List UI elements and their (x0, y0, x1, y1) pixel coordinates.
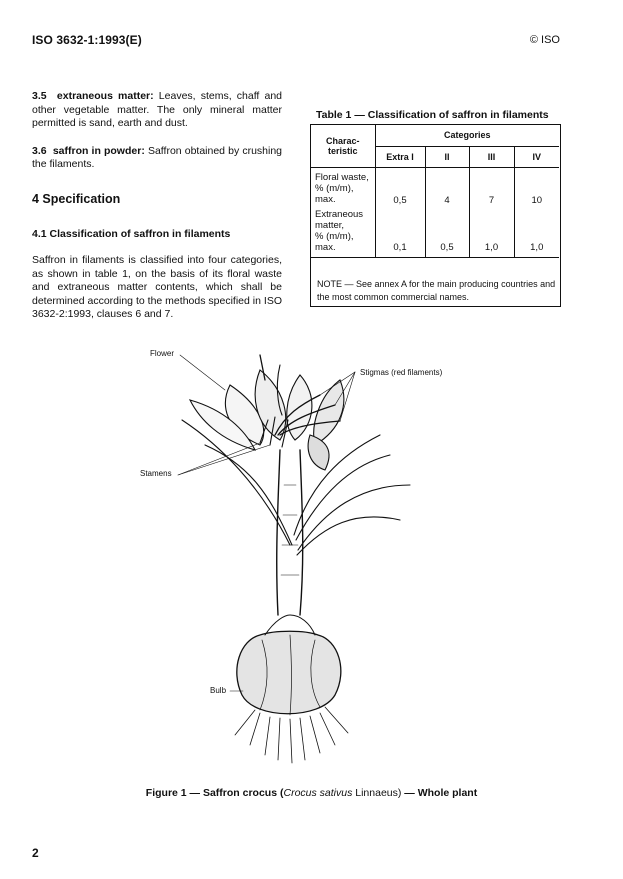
label-line: % (m/m), (315, 230, 354, 242)
label-line: max. (315, 193, 336, 205)
definition-text: Saffron obtained by crushing the filaments. (32, 144, 283, 170)
header-line: Charac- (325, 135, 360, 146)
definition-text: Leaves, stems, chaff and other vegetable matter. The only mineral matter permitted is sand, earth and dust. (32, 90, 283, 129)
section-paragraph (32, 254, 282, 322)
label-stigmas: Stigmas (red filaments) (360, 368, 443, 377)
label-line: max. (315, 241, 336, 253)
caption-prefix: Figure 1 — Saffron crocus ( (145, 787, 284, 799)
header-line: teristic (327, 145, 358, 156)
table-cell: 0,1 (375, 207, 425, 258)
characteristic-header (311, 125, 375, 167)
label-line: % (m/m), (315, 182, 354, 194)
definition-term: extraneous matter: (56, 90, 154, 102)
column-header: IV (514, 146, 559, 167)
table-title: Table 1 — Classification of saffron in filaments (316, 109, 549, 121)
table-cell: 7 (469, 167, 514, 207)
page-number: 2 (32, 846, 39, 860)
table-cell: 1,0 (514, 207, 559, 258)
classification-table (311, 125, 559, 258)
table-cell: 1,0 (469, 207, 514, 258)
label-line: matter, (315, 219, 345, 231)
table-cell: 0,5 (375, 167, 425, 207)
definitions-block (32, 90, 282, 186)
definition-number: 3.5 (32, 90, 47, 102)
definition-term: saffron in powder: (52, 144, 145, 157)
copyright-mark: © ISO (529, 34, 560, 46)
caption-species: Crocus sativus (283, 787, 353, 799)
subsection-heading: 4.1 Classification of saffron in filaments (32, 228, 231, 240)
row-label (311, 167, 375, 207)
saffron-crocus-figure (110, 335, 490, 775)
label-stamens: Stamens (140, 469, 172, 478)
table-cell: 4 (425, 167, 469, 207)
definition-3-5 (32, 90, 282, 131)
table-frame (310, 124, 561, 307)
column-header: Extra I (375, 146, 425, 167)
table-cell: 0,5 (425, 207, 469, 258)
definition-number: 3.6 (32, 144, 47, 157)
document-id: ISO 3632-1:1993(E) (32, 33, 142, 47)
table-row (311, 207, 559, 258)
caption-suffix: — Whole plant (401, 787, 478, 799)
paragraph-text: Saffron in filaments is classified into four categories, as shown in table 1, on the basis of its floral waste and extraneous matter contents, which shall be determined according to the methods specified in ISO 3632-2:1993, clauses 6 and 7. (32, 254, 282, 320)
figure-caption (0, 787, 623, 799)
definition-3-6 (32, 145, 282, 172)
column-header: II (425, 146, 469, 167)
caption-author: Linnaeus) (352, 787, 402, 799)
label-line: Extraneous (315, 208, 364, 220)
table-row (311, 167, 559, 207)
column-header: III (469, 146, 514, 167)
row-label (311, 207, 375, 258)
table-cell: 10 (514, 167, 559, 207)
table-note: NOTE — See annex A for the main producing countries and the most common commercial names. (317, 279, 556, 302)
categories-header: Categories (375, 125, 559, 146)
label-flower: Flower (150, 349, 175, 358)
section-heading: 4 Specification (32, 192, 121, 206)
label-bulb: Bulb (210, 686, 227, 695)
crocus-plant-illustration (110, 335, 490, 775)
label-line: Floral waste, (315, 171, 369, 183)
